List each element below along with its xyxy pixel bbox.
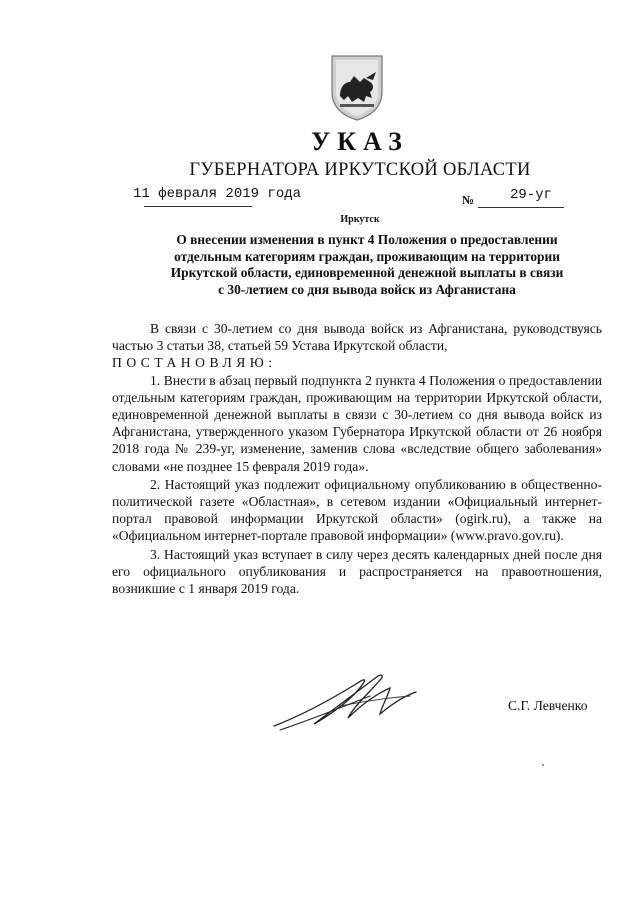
number-sign: № (462, 193, 475, 207)
decree-heading (132, 232, 602, 298)
irkutsk-coat-of-arms-icon (326, 52, 388, 122)
heading-line: с 30-летием со дня вывода войск из Афганистана (218, 281, 516, 297)
decree-number: 29-уг (510, 187, 553, 203)
heading-line: отдельным категориям граждан, проживающим на территории (174, 248, 560, 264)
decree-item: 1. Внести в абзац первый подпункта 2 пункта 4 Положения о предоставлении отдельным категориям граждан, проживающим на территории Иркутской области, единовременной денежной выплаты в связи с 30-летием со дня вывода войск из Афганистана, утвержденного указом Губернатора Иркутской области от 26 ноября 2018 года № 239-уг, изменение, заменив слова «вследствие общего заболевания» словами «не позднее 15 февраля 2019 года». (112, 372, 602, 474)
document-type: УКАЗ (311, 127, 409, 156)
issuer-title: ГУБЕРНАТОРА ИРКУТСКОЙ ОБЛАСТИ (189, 160, 531, 180)
handwritten-signature (270, 666, 420, 732)
decree-word: ПОСТАНОВЛЯЮ: (112, 355, 277, 371)
heading-line: Иркутской области, единовременной денежной выплаты в связи (170, 265, 564, 280)
city: Иркутск (340, 214, 380, 225)
scan-speck (542, 764, 544, 766)
decree-date: 11 февраля 2019 года (133, 186, 302, 202)
heading-line: О внесении изменения в пункт 4 Положения о предоставлении (176, 232, 558, 247)
decree-item: 2. Настоящий указ подлежит официальному опубликованию в общественно-политической газете «Областная», в сетевом издании «Официальный интернет-портал правовой информации Иркутской области» (ogirk.ru), а также на «Официальном интернет-портале правовой информации» (www.pravo.gov.ru). (112, 476, 602, 544)
signer-name: С.Г. Левченко (508, 698, 588, 713)
decree-item: 3. Настоящий указ вступает в силу через десять календарных дней после дня его официального опубликования и распространяется на правоотношения, возникшие с 1 января 2019 года. (112, 546, 602, 597)
preamble-paragraph: В связи с 30-летием со дня вывода войск из Афганистана, руководствуясь частью 3 статьи 38, статьей 59 Устава Иркутской области, (112, 321, 602, 354)
number-underline (478, 207, 564, 208)
decree-body (112, 320, 602, 597)
date-underline (144, 206, 252, 207)
